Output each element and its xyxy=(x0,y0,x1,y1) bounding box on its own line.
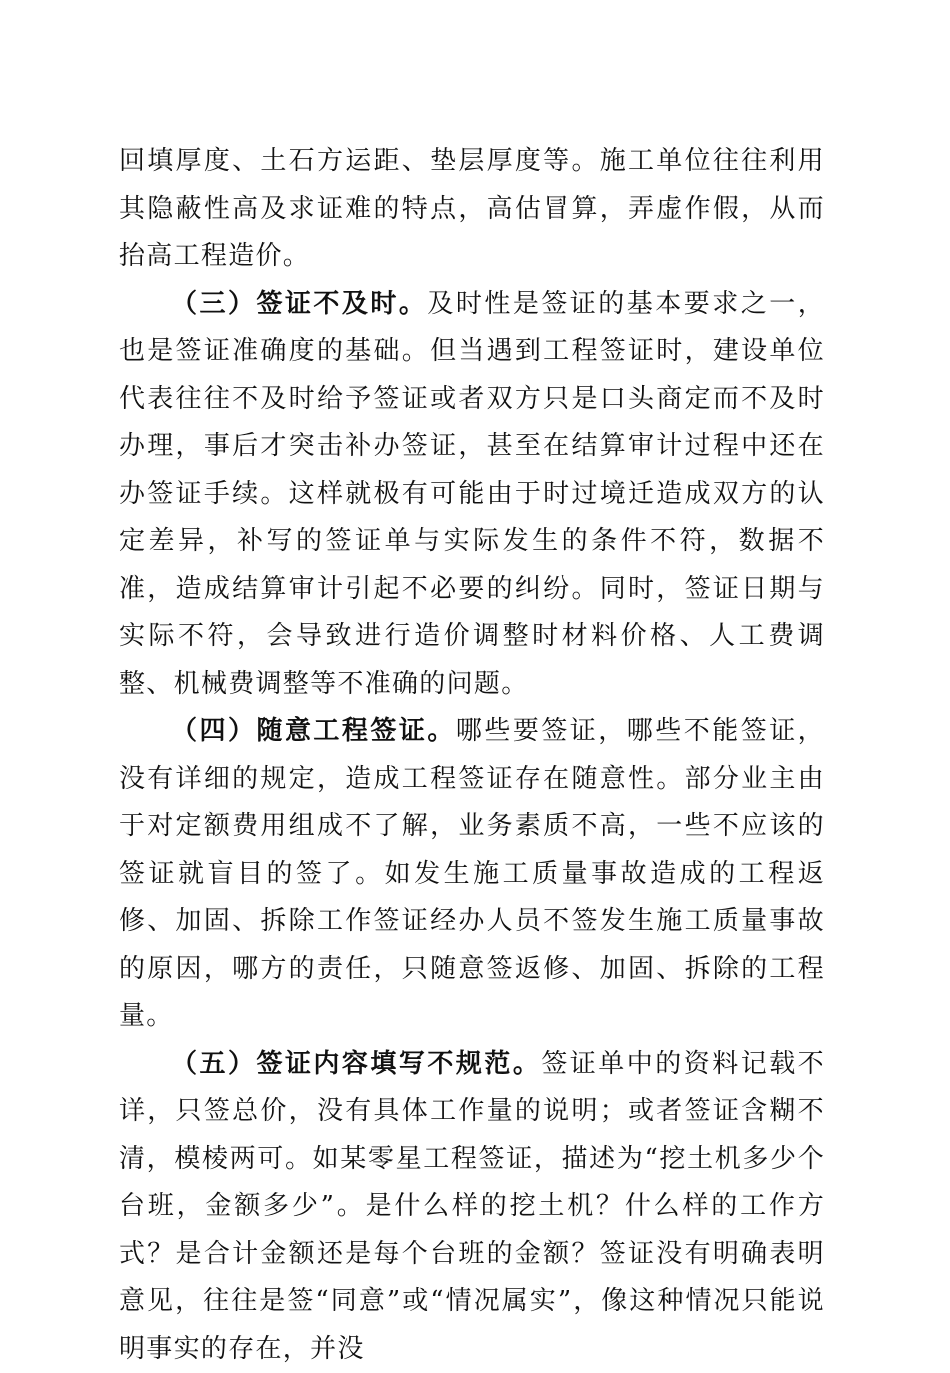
paragraph-text: 签证单中的资料记载不详，只签总价，没有具体工作量的说明；或者签证含糊不清，模棱两可。如某零星工程签证，描述为“挖土机多少个台班，金额多少”。是什么样的挖土机？什么样的工作方式？是合计金额还是每个台班的金额？签证没有明确表明意见，往往是签“同意”或“情况属实”，像这种情况只能说明事实的存在，并没 xyxy=(119,1049,825,1364)
section-heading: （三）签证不及时。 xyxy=(171,289,427,319)
paragraph-section-4 xyxy=(119,708,825,1041)
document-body xyxy=(119,138,825,1373)
paragraph-section-5 xyxy=(119,1041,825,1373)
paragraph-continuation xyxy=(119,138,825,281)
paragraph-text: 哪些要签证，哪些不能签证，没有详细的规定，造成工程签证存在随意性。部分业主由于对定额费用组成不了解，业务素质不高，一些不应该的签证就盲目的签了。如发生施工质量事故造成的工程返修、加固、拆除工作签证经办人员不签发生施工质量事故的原因，哪方的责任，只随意签返修、加固、拆除的工程量。 xyxy=(119,716,825,1031)
paragraph-text: 及时性是签证的基本要求之一，也是签证准确度的基础。但当遇到工程签证时，建设单位代表往往不及时给予签证或者双方只是口头商定而不及时办理，事后才突击补办签证，甚至在结算审计过程中还在办签证手续。这样就极有可能由于时过境迁造成双方的认定差异，补写的签证单与实际发生的条件不符，数据不准，造成结算审计引起不必要的纠纷。同时，签证日期与实际不符，会导致进行造价调整时材料价格、人工费调整、机械费调整等不准确的问题。 xyxy=(119,289,825,699)
paragraph-section-3 xyxy=(119,281,825,709)
section-heading: （五）签证内容填写不规范。 xyxy=(171,1049,541,1079)
paragraph-text: 回填厚度、土石方运距、垫层厚度等。施工单位往往利用其隐蔽性高及求证难的特点，高估冒算，弄虚作假，从而抬高工程造价。 xyxy=(119,146,825,271)
section-heading: （四）随意工程签证。 xyxy=(171,716,456,746)
